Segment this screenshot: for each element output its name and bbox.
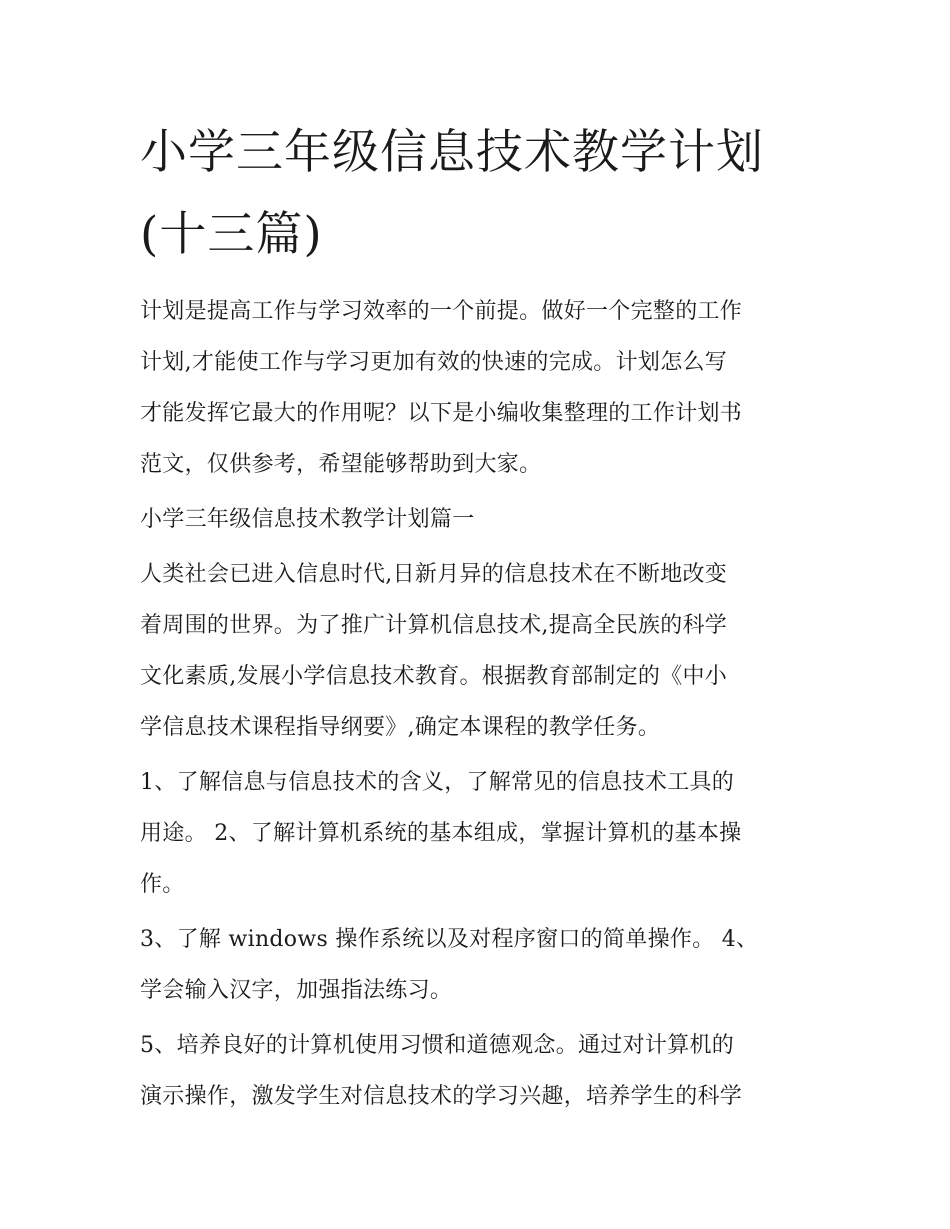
paragraph-line: 演示操作，激发学生对信息技术的学习兴趣，培养学生的科学: [140, 1084, 743, 1109]
list-paragraph: [140, 1020, 830, 1122]
section-heading: [140, 494, 830, 545]
paragraph-line: 着周围的世界。为了推广计算机信息技术,提高全民族的科学: [140, 613, 728, 638]
paragraph-line: 学会输入汉字，加强指法练习。: [140, 978, 453, 1003]
paragraph-line: 3、了解 windows 操作系统以及对程序窗口的简单操作。 4、: [140, 927, 759, 952]
document-title: [140, 112, 830, 276]
paragraph-line: 才能发挥它最大的作用呢？以下是小编收集整理的工作计划书: [140, 401, 743, 426]
paragraph-line: 文化素质,发展小学信息技术教育。根据教育部制定的《中小: [140, 664, 728, 689]
paragraph-line: 计划,才能使工作与学习更加有效的快速的完成。计划怎么写: [140, 350, 728, 375]
paragraph-line: 学信息技术课程指导纲要》,确定本课程的教学任务。: [140, 715, 661, 740]
list-paragraph: [140, 914, 830, 1016]
intro-paragraph: [140, 286, 830, 490]
paragraph-line: 1、了解信息与信息技术的含义，了解常见的信息技术工具的: [140, 770, 735, 795]
section-heading-text: 小学三年级信息技术教学计划篇一: [140, 507, 475, 532]
title-line: 小学三年级信息技术教学计划: [140, 125, 764, 180]
paragraph-line: 计划是提高工作与学习效率的一个前提。做好一个完整的工作: [140, 299, 743, 324]
paragraph-line: 5、培养良好的计算机使用习惯和道德观念。通过对计算机的: [140, 1033, 735, 1058]
document-body: [140, 112, 830, 1126]
paragraph-line: 范文，仅供参考，希望能够帮助到大家。: [140, 452, 542, 477]
paragraph-line: 作。: [140, 872, 185, 897]
body-paragraph: [140, 549, 830, 753]
list-paragraph: [140, 757, 830, 910]
title-line: (十三篇): [140, 207, 323, 262]
paragraph-line: 用途。 2、了解计算机系统的基本组成，掌握计算机的基本操: [140, 821, 742, 846]
paragraph-line: 人类社会已进入信息时代,日新月异的信息技术在不断地改变: [140, 562, 728, 587]
